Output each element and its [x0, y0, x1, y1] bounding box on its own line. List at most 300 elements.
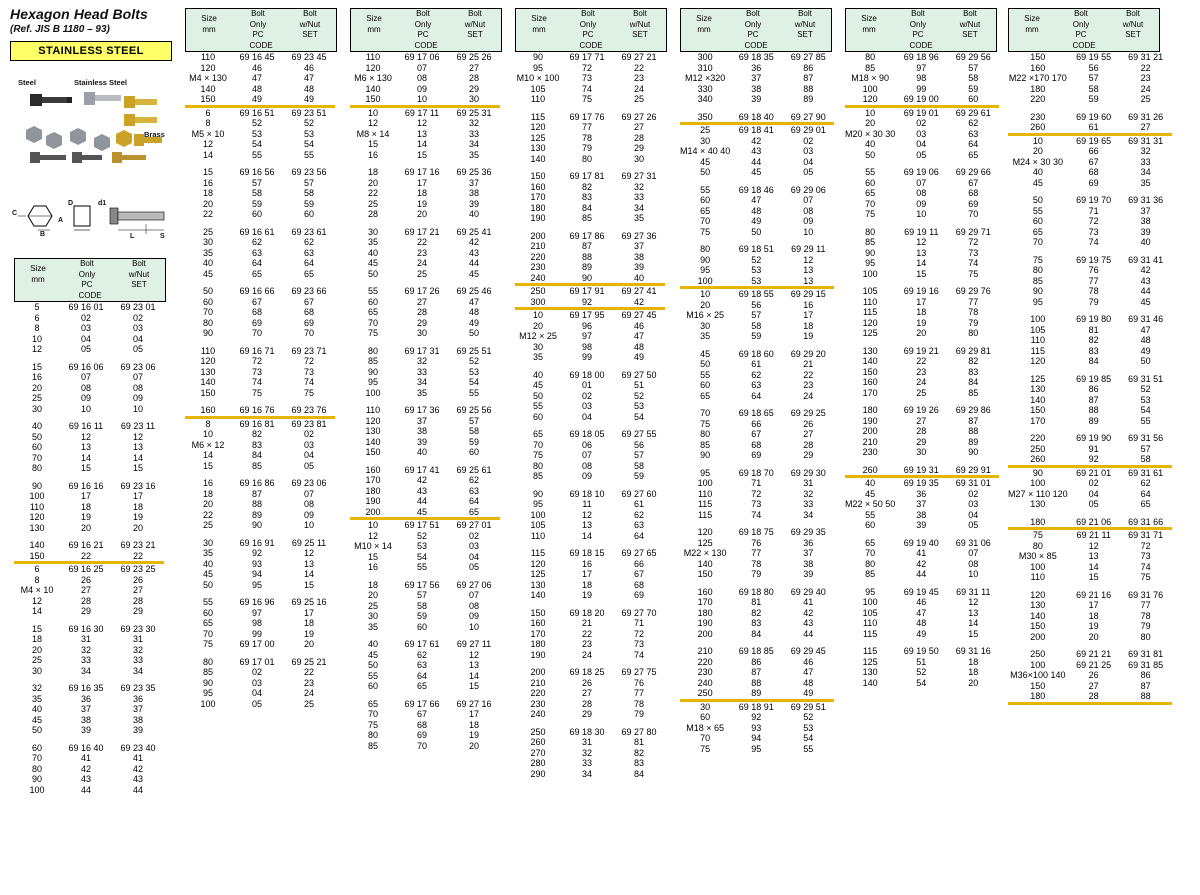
table-row[interactable] — [350, 178, 500, 189]
table-row[interactable] — [515, 331, 665, 342]
table-row[interactable] — [845, 388, 999, 399]
table-row[interactable] — [845, 328, 999, 339]
table-row[interactable] — [350, 63, 500, 74]
table-row[interactable] — [515, 748, 665, 759]
table-row[interactable] — [1008, 146, 1172, 157]
table-row[interactable] — [1008, 405, 1172, 416]
table-row[interactable] — [845, 248, 999, 259]
table-row[interactable] — [1008, 314, 1172, 325]
table-row[interactable] — [845, 559, 999, 570]
table-row[interactable] — [185, 678, 335, 689]
table-row[interactable] — [185, 461, 335, 472]
table-row[interactable] — [1008, 84, 1172, 95]
table-row[interactable] — [845, 84, 999, 95]
table-row[interactable] — [515, 489, 665, 500]
table-row[interactable] — [185, 478, 335, 489]
table-row[interactable] — [680, 206, 834, 217]
table-row[interactable] — [680, 468, 834, 479]
table-row[interactable] — [185, 520, 335, 531]
table-row[interactable] — [350, 611, 500, 622]
table-row[interactable] — [350, 108, 500, 119]
table-row[interactable] — [845, 297, 999, 308]
table-row[interactable] — [845, 587, 999, 598]
table-row[interactable] — [515, 203, 665, 214]
table-row[interactable] — [1008, 255, 1172, 266]
table-row[interactable] — [350, 475, 500, 486]
table-row[interactable] — [680, 359, 834, 370]
table-row[interactable] — [350, 209, 500, 220]
table-row[interactable] — [515, 450, 665, 461]
table-row[interactable] — [1008, 112, 1172, 123]
table-row[interactable] — [350, 118, 500, 129]
table-row[interactable] — [515, 440, 665, 451]
table-row[interactable] — [350, 248, 500, 259]
table-row[interactable] — [515, 241, 665, 252]
table-row[interactable] — [515, 231, 665, 242]
table-row[interactable] — [680, 289, 834, 300]
table-row[interactable] — [1008, 416, 1172, 427]
table-row[interactable] — [845, 489, 999, 500]
table-row[interactable] — [350, 552, 500, 563]
table-row[interactable] — [1008, 551, 1172, 562]
table-row[interactable] — [1008, 136, 1172, 147]
table-row[interactable] — [185, 489, 335, 500]
table-row[interactable] — [680, 450, 834, 461]
table-row[interactable] — [845, 629, 999, 640]
table-row[interactable] — [185, 209, 335, 220]
table-row[interactable] — [185, 129, 335, 140]
table-row[interactable] — [845, 356, 999, 367]
table-row[interactable] — [185, 367, 335, 378]
table-row[interactable] — [350, 346, 500, 357]
table-row[interactable] — [1008, 73, 1172, 84]
table-row[interactable] — [515, 548, 665, 559]
table-row[interactable] — [1008, 346, 1172, 357]
table-row[interactable] — [1008, 433, 1172, 444]
table-row[interactable] — [515, 321, 665, 332]
table-row[interactable] — [14, 585, 164, 596]
table-row[interactable] — [680, 559, 834, 570]
table-row[interactable] — [14, 344, 164, 355]
table-row[interactable] — [680, 380, 834, 391]
table-row[interactable] — [14, 362, 164, 373]
table-row[interactable] — [185, 639, 335, 650]
table-row[interactable] — [14, 606, 164, 617]
table-row[interactable] — [845, 520, 999, 531]
table-row[interactable] — [14, 512, 164, 523]
table-row[interactable] — [845, 405, 999, 416]
table-row[interactable] — [350, 520, 500, 531]
table-row[interactable] — [515, 461, 665, 472]
table-row[interactable] — [680, 587, 834, 598]
table-row[interactable] — [1008, 517, 1172, 528]
table-row[interactable] — [515, 709, 665, 720]
table-row[interactable] — [14, 624, 164, 635]
table-row[interactable] — [845, 646, 999, 657]
table-row[interactable] — [185, 346, 335, 357]
table-row[interactable] — [845, 178, 999, 189]
table-row[interactable] — [680, 310, 834, 321]
table-row[interactable] — [350, 531, 500, 542]
table-row[interactable] — [350, 730, 500, 741]
table-row[interactable] — [845, 73, 999, 84]
table-row[interactable] — [680, 440, 834, 451]
table-row[interactable] — [1008, 660, 1172, 671]
table-row[interactable] — [515, 727, 665, 738]
table-row[interactable] — [845, 416, 999, 427]
table-row[interactable] — [680, 629, 834, 640]
table-row[interactable] — [845, 129, 999, 140]
table-row[interactable] — [14, 575, 164, 586]
table-row[interactable] — [680, 723, 834, 734]
table-row[interactable] — [845, 108, 999, 119]
table-row[interactable] — [515, 769, 665, 780]
table-row[interactable] — [515, 758, 665, 769]
table-row[interactable] — [185, 419, 335, 430]
table-row[interactable] — [14, 540, 164, 551]
table-row[interactable] — [845, 307, 999, 318]
table-row[interactable] — [680, 136, 834, 147]
table-row[interactable] — [350, 405, 500, 416]
table-row[interactable] — [845, 426, 999, 437]
table-row[interactable] — [350, 84, 500, 95]
table-row[interactable] — [1008, 489, 1172, 500]
table-row[interactable] — [515, 297, 665, 308]
table-row[interactable] — [185, 237, 335, 248]
table-row[interactable] — [845, 227, 999, 238]
table-row[interactable] — [350, 741, 500, 752]
table-row[interactable] — [515, 650, 665, 661]
table-row[interactable] — [845, 346, 999, 357]
table-row[interactable] — [1008, 157, 1172, 168]
table-row[interactable] — [515, 559, 665, 570]
table-row[interactable] — [350, 269, 500, 280]
table-row[interactable] — [350, 562, 500, 573]
table-row[interactable] — [185, 356, 335, 367]
table-row[interactable] — [680, 478, 834, 489]
table-row[interactable] — [515, 401, 665, 412]
table-row[interactable] — [350, 447, 500, 458]
table-row[interactable] — [680, 391, 834, 402]
table-row[interactable] — [515, 310, 665, 321]
table-row[interactable] — [845, 209, 999, 220]
table-row[interactable] — [14, 453, 164, 464]
table-row[interactable] — [515, 182, 665, 193]
table-row[interactable] — [845, 510, 999, 521]
table-row[interactable] — [515, 580, 665, 591]
table-row[interactable] — [680, 608, 834, 619]
table-row[interactable] — [1008, 276, 1172, 287]
table-row[interactable] — [14, 666, 164, 677]
table-row[interactable] — [845, 188, 999, 199]
table-row[interactable] — [1008, 167, 1172, 178]
table-row[interactable] — [680, 489, 834, 500]
table-row[interactable] — [350, 297, 500, 308]
table-row[interactable] — [185, 618, 335, 629]
table-row[interactable] — [350, 699, 500, 710]
table-row[interactable] — [14, 596, 164, 607]
table-row[interactable] — [350, 227, 500, 238]
table-row[interactable] — [680, 408, 834, 419]
table-row[interactable] — [845, 94, 999, 105]
table-row[interactable] — [185, 139, 335, 150]
table-row[interactable] — [14, 481, 164, 492]
table-row[interactable] — [14, 463, 164, 474]
table-row[interactable] — [1008, 541, 1172, 552]
table-row[interactable] — [515, 192, 665, 203]
table-row[interactable] — [515, 370, 665, 381]
table-row[interactable] — [845, 657, 999, 668]
table-row[interactable] — [185, 227, 335, 238]
table-row[interactable] — [14, 313, 164, 324]
table-row[interactable] — [515, 171, 665, 182]
table-row[interactable] — [14, 404, 164, 415]
table-row[interactable] — [680, 216, 834, 227]
table-row[interactable] — [515, 737, 665, 748]
table-row[interactable] — [515, 122, 665, 133]
table-row[interactable] — [1008, 562, 1172, 573]
table-row[interactable] — [350, 720, 500, 731]
table-row[interactable] — [1008, 52, 1172, 63]
table-row[interactable] — [515, 499, 665, 510]
table-row[interactable] — [350, 73, 500, 84]
table-row[interactable] — [350, 709, 500, 720]
table-row[interactable] — [14, 442, 164, 453]
table-row[interactable] — [1008, 468, 1172, 479]
table-row[interactable] — [680, 646, 834, 657]
table-row[interactable] — [680, 52, 834, 63]
table-row[interactable] — [14, 323, 164, 334]
table-row[interactable] — [185, 286, 335, 297]
table-row[interactable] — [680, 167, 834, 178]
table-row[interactable] — [680, 712, 834, 723]
table-row[interactable] — [1008, 325, 1172, 336]
table-row[interactable] — [1008, 195, 1172, 206]
table-row[interactable] — [1008, 590, 1172, 601]
table-row[interactable] — [350, 286, 500, 297]
table-row[interactable] — [845, 437, 999, 448]
table-row[interactable] — [185, 559, 335, 570]
table-row[interactable] — [14, 634, 164, 645]
table-row[interactable] — [845, 269, 999, 280]
table-row[interactable] — [515, 342, 665, 353]
table-row[interactable] — [185, 405, 335, 416]
table-row[interactable] — [680, 73, 834, 84]
table-row[interactable] — [680, 112, 834, 123]
table-row[interactable] — [1008, 621, 1172, 632]
table-row[interactable] — [185, 499, 335, 510]
table-row[interactable] — [350, 237, 500, 248]
table-row[interactable] — [845, 447, 999, 458]
table-row[interactable] — [680, 510, 834, 521]
table-row[interactable] — [845, 499, 999, 510]
table-row[interactable] — [680, 569, 834, 580]
table-row[interactable] — [1008, 178, 1172, 189]
table-row[interactable] — [14, 551, 164, 562]
table-row[interactable] — [350, 681, 500, 692]
table-row[interactable] — [185, 538, 335, 549]
table-row[interactable] — [845, 597, 999, 608]
table-row[interactable] — [515, 639, 665, 650]
table-row[interactable] — [680, 84, 834, 95]
table-row[interactable] — [680, 255, 834, 266]
table-row[interactable] — [1008, 691, 1172, 702]
table-row[interactable] — [845, 618, 999, 629]
table-row[interactable] — [515, 629, 665, 640]
table-row[interactable] — [14, 502, 164, 513]
table-row[interactable] — [350, 377, 500, 388]
table-row[interactable] — [185, 328, 335, 339]
table-row[interactable] — [14, 725, 164, 736]
table-row[interactable] — [680, 227, 834, 238]
table-row[interactable] — [680, 419, 834, 430]
table-row[interactable] — [185, 318, 335, 329]
table-row[interactable] — [350, 507, 500, 518]
table-row[interactable] — [1008, 63, 1172, 74]
table-row[interactable] — [1008, 499, 1172, 510]
table-row[interactable] — [515, 73, 665, 84]
table-row[interactable] — [515, 590, 665, 601]
table-row[interactable] — [515, 84, 665, 95]
table-row[interactable] — [680, 185, 834, 196]
table-row[interactable] — [1008, 670, 1172, 681]
table-row[interactable] — [185, 450, 335, 461]
table-row[interactable] — [350, 580, 500, 591]
table-row[interactable] — [515, 618, 665, 629]
table-row[interactable] — [350, 622, 500, 633]
table-row[interactable] — [1008, 206, 1172, 217]
table-row[interactable] — [680, 702, 834, 713]
table-row[interactable] — [680, 538, 834, 549]
table-row[interactable] — [350, 167, 500, 178]
table-row[interactable] — [185, 510, 335, 521]
table-row[interactable] — [185, 258, 335, 269]
table-row[interactable] — [350, 671, 500, 682]
table-row[interactable] — [845, 237, 999, 248]
table-row[interactable] — [845, 139, 999, 150]
table-row[interactable] — [680, 63, 834, 74]
table-row[interactable] — [1008, 122, 1172, 133]
table-row[interactable] — [680, 429, 834, 440]
table-row[interactable] — [680, 157, 834, 168]
table-row[interactable] — [515, 391, 665, 402]
table-row[interactable] — [680, 597, 834, 608]
table-row[interactable] — [515, 112, 665, 123]
table-row[interactable] — [680, 125, 834, 136]
table-row[interactable] — [185, 307, 335, 318]
table-row[interactable] — [845, 548, 999, 559]
table-row[interactable] — [185, 63, 335, 74]
table-row[interactable] — [1008, 356, 1172, 367]
table-row[interactable] — [1008, 216, 1172, 227]
table-row[interactable] — [680, 195, 834, 206]
table-row[interactable] — [14, 302, 164, 313]
table-row[interactable] — [515, 143, 665, 154]
table-row[interactable] — [845, 538, 999, 549]
table-row[interactable] — [680, 688, 834, 699]
table-row[interactable] — [515, 520, 665, 531]
table-row[interactable] — [515, 471, 665, 482]
table-row[interactable] — [185, 377, 335, 388]
table-row[interactable] — [185, 150, 335, 161]
table-row[interactable] — [845, 367, 999, 378]
table-row[interactable] — [515, 213, 665, 224]
table-row[interactable] — [845, 608, 999, 619]
table-row[interactable] — [845, 63, 999, 74]
table-row[interactable] — [1008, 374, 1172, 385]
table-row[interactable] — [350, 590, 500, 601]
table-row[interactable] — [515, 667, 665, 678]
table-row[interactable] — [185, 608, 335, 619]
table-row[interactable] — [14, 704, 164, 715]
table-row[interactable] — [350, 367, 500, 378]
table-row[interactable] — [1008, 265, 1172, 276]
table-row[interactable] — [350, 465, 500, 476]
table-row[interactable] — [14, 774, 164, 785]
table-row[interactable] — [185, 199, 335, 210]
table-row[interactable] — [350, 437, 500, 448]
table-row[interactable] — [680, 146, 834, 157]
table-row[interactable] — [185, 118, 335, 129]
table-row[interactable] — [845, 258, 999, 269]
table-row[interactable] — [350, 199, 500, 210]
table-row[interactable] — [680, 548, 834, 559]
table-row[interactable] — [14, 334, 164, 345]
table-row[interactable] — [515, 286, 665, 297]
table-row[interactable] — [515, 678, 665, 689]
table-row[interactable] — [350, 307, 500, 318]
table-row[interactable] — [14, 523, 164, 534]
table-row[interactable] — [680, 276, 834, 287]
table-row[interactable] — [350, 388, 500, 399]
table-row[interactable] — [185, 569, 335, 580]
table-row[interactable] — [14, 491, 164, 502]
table-row[interactable] — [1008, 237, 1172, 248]
table-row[interactable] — [515, 154, 665, 165]
table-row[interactable] — [680, 667, 834, 678]
table-row[interactable] — [845, 569, 999, 580]
table-row[interactable] — [14, 645, 164, 656]
table-row[interactable] — [185, 84, 335, 95]
table-row[interactable] — [1008, 600, 1172, 611]
table-row[interactable] — [350, 356, 500, 367]
table-row[interactable] — [680, 678, 834, 689]
table-row[interactable] — [845, 478, 999, 489]
table-row[interactable] — [1008, 572, 1172, 583]
table-row[interactable] — [185, 667, 335, 678]
table-row[interactable] — [1008, 297, 1172, 308]
table-row[interactable] — [680, 94, 834, 105]
table-row[interactable] — [14, 383, 164, 394]
table-row[interactable] — [350, 318, 500, 329]
table-row[interactable] — [14, 372, 164, 383]
table-row[interactable] — [515, 352, 665, 363]
table-row[interactable] — [185, 178, 335, 189]
table-row[interactable] — [350, 52, 500, 63]
table-row[interactable] — [14, 655, 164, 666]
table-row[interactable] — [845, 667, 999, 678]
table-row[interactable] — [845, 150, 999, 161]
table-row[interactable] — [680, 370, 834, 381]
table-row[interactable] — [185, 699, 335, 710]
table-row[interactable] — [1008, 286, 1172, 297]
table-row[interactable] — [515, 569, 665, 580]
table-row[interactable] — [350, 660, 500, 671]
table-row[interactable] — [515, 608, 665, 619]
table-row[interactable] — [1008, 649, 1172, 660]
table-row[interactable] — [350, 328, 500, 339]
table-row[interactable] — [185, 440, 335, 451]
